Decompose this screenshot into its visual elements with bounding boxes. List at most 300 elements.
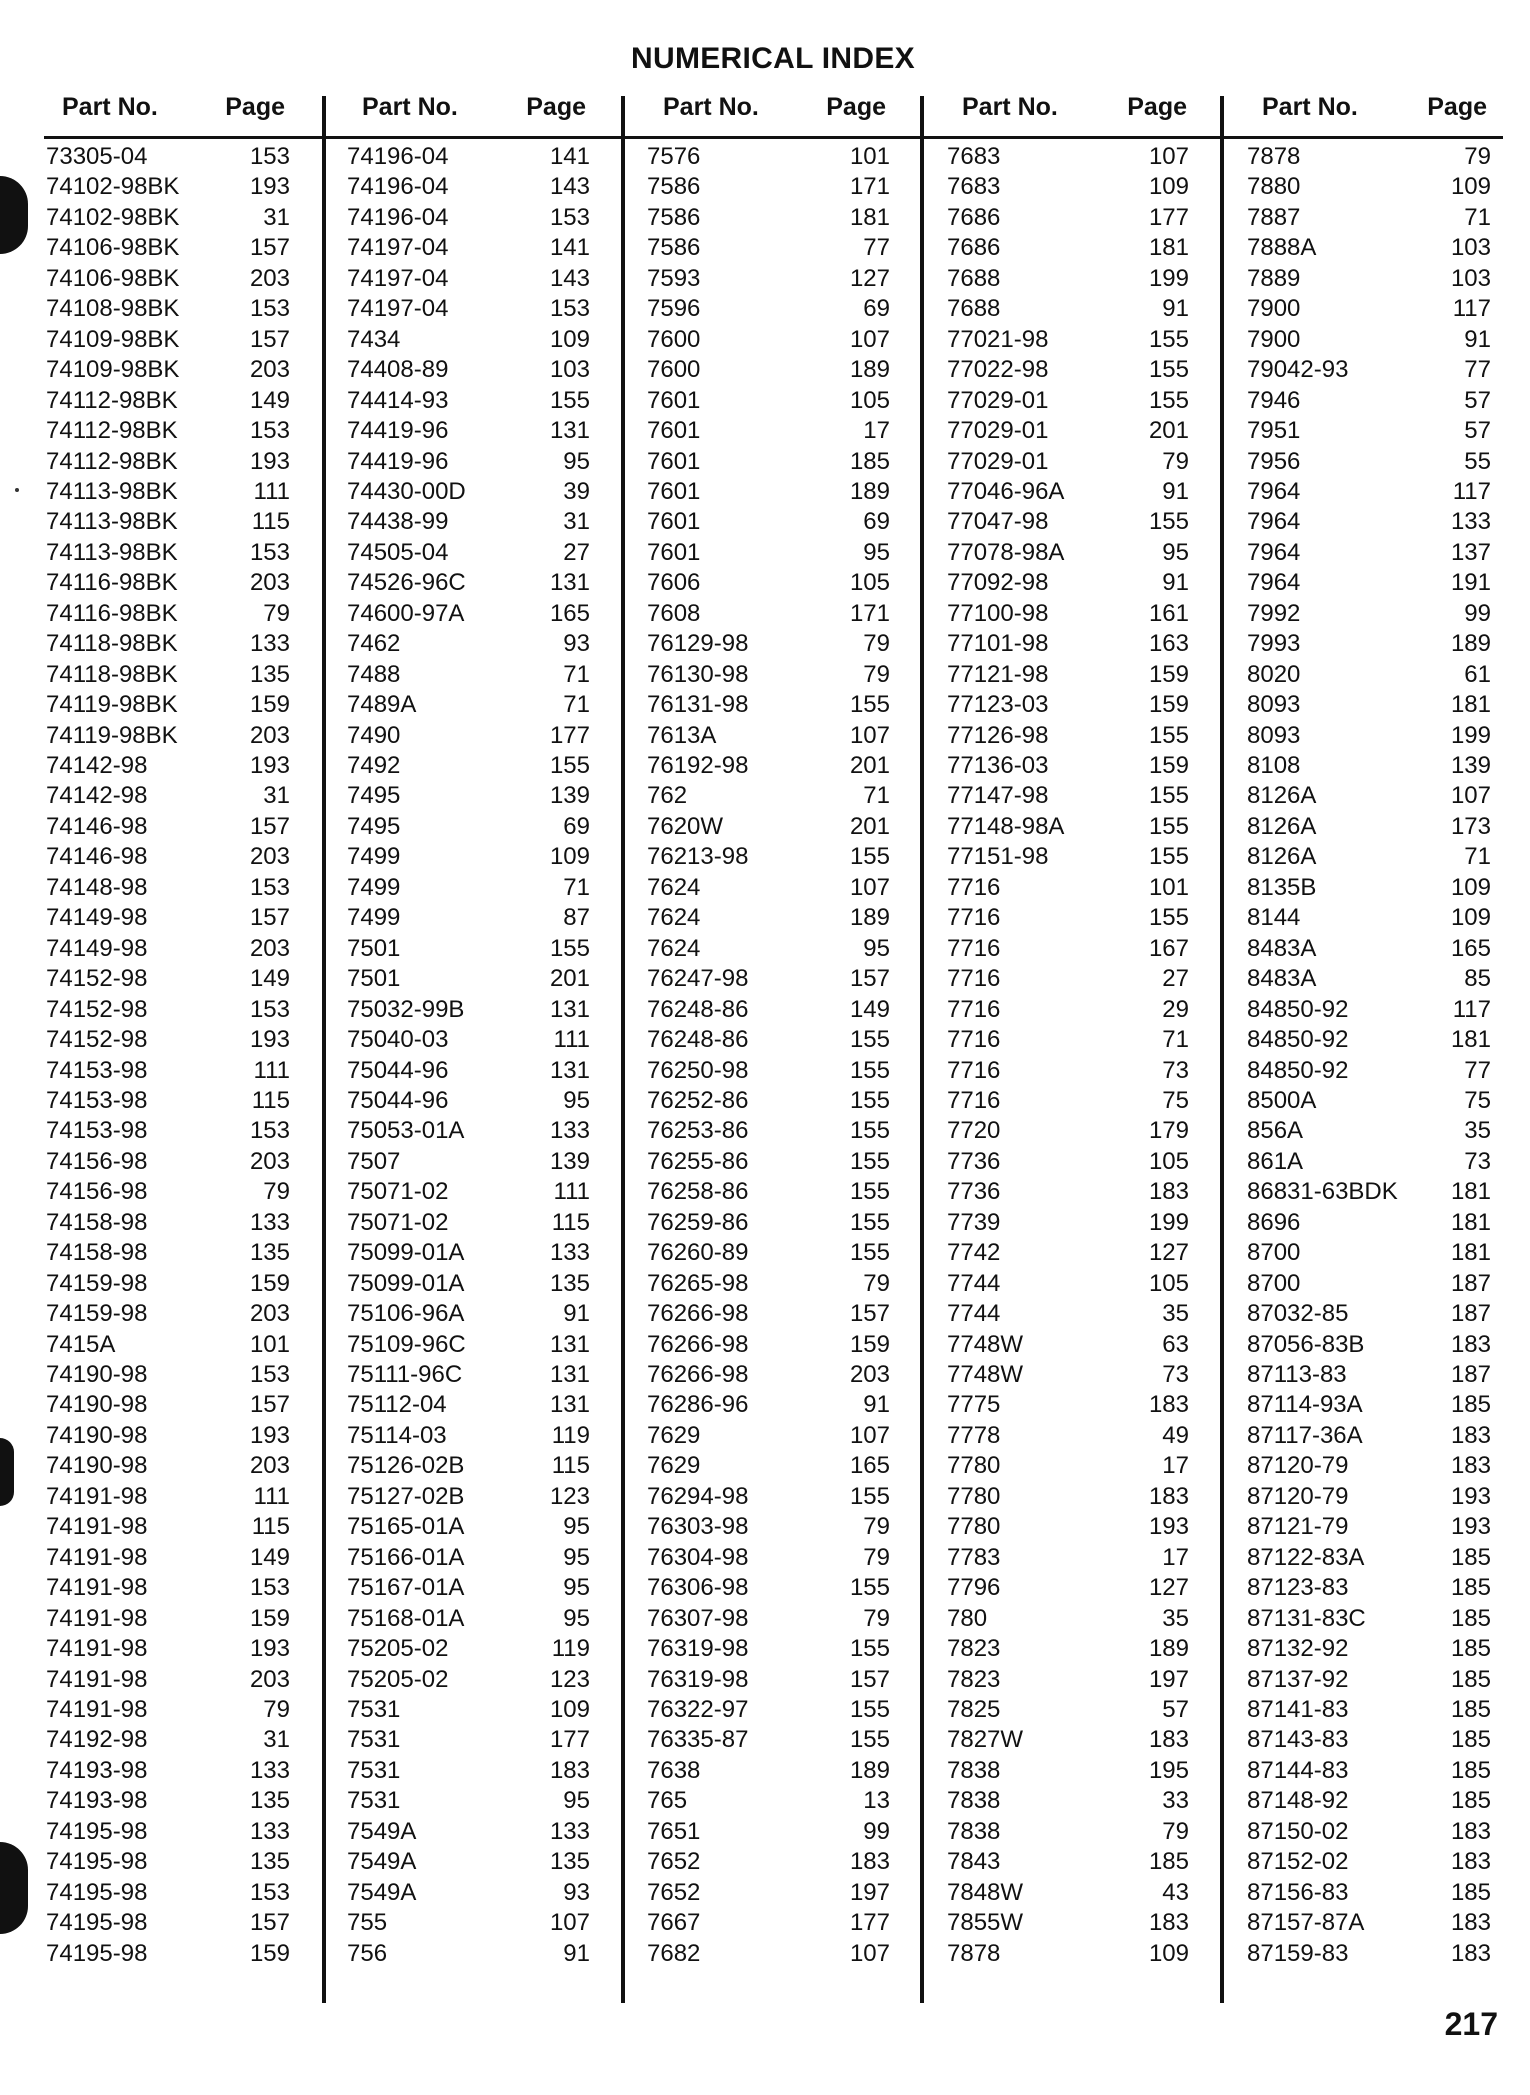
part-number: 7716 [947,996,1001,1023]
part-number: 74109-98BK [46,326,180,353]
part-number: 75106-96A [347,1300,465,1327]
page-ref: 199 [1148,265,1189,292]
part-number: 7992 [1247,600,1301,627]
binder-hole-bottom [0,1842,28,1934]
part-number: 7878 [947,1940,1001,1967]
page-ref: 109 [549,843,590,870]
part-number: 7964 [1247,569,1301,596]
part-number: 7652 [647,1848,701,1875]
page-ref: 203 [249,843,290,870]
page-ref: 135 [249,1239,290,1266]
part-number: 74156-98 [46,1178,148,1205]
page-ref: 31 [263,204,290,231]
part-number: 74116-98BK [46,600,178,627]
page-ref: 115 [251,508,290,535]
part-number: 7716 [947,904,1001,931]
part-number: 74109-98BK [46,356,180,383]
page-ref: 63 [1162,1331,1189,1358]
page-ref: 101 [249,1331,290,1358]
part-number: 74158-98 [46,1209,148,1236]
part-number: 87143-83 [1247,1726,1349,1753]
page-ref: 127 [1148,1239,1189,1266]
page-ref: 161 [1148,600,1189,627]
part-number: 8144 [1247,904,1301,931]
part-number: 7775 [947,1391,1001,1418]
page-ref: 35 [1162,1605,1189,1632]
page-ref: 75 [1464,1087,1491,1114]
page-ref: 109 [1148,1940,1189,1967]
part-number: 8700 [1247,1239,1301,1266]
page-ref: 171 [849,600,890,627]
part-number: 7796 [947,1574,1001,1601]
page-ref: 157 [249,234,290,261]
page-ref: 71 [1464,204,1491,231]
part-number: 7501 [347,935,401,962]
page-ref: 159 [249,691,290,718]
part-number: 74438-99 [347,508,449,535]
part-number: 75109-96C [347,1331,466,1358]
page-ref: 103 [1450,234,1491,261]
page-ref: 183 [1148,1726,1189,1753]
page-ref: 71 [563,874,590,901]
page-ref: 133 [549,1117,590,1144]
page-ref: 203 [249,356,290,383]
part-number: 74195-98 [46,1940,148,1967]
part-number: 7613A [647,722,717,749]
part-number: 76322-97 [647,1696,749,1723]
page-ref: 203 [249,722,290,749]
part-number: 76306-98 [647,1574,749,1601]
page-ref: 201 [1148,417,1189,444]
page-ref: 57 [1464,417,1491,444]
part-number: 75099-01A [347,1239,465,1266]
page-ref: 79 [863,1605,890,1632]
part-number: 7688 [947,265,1001,292]
part-number: 75040-03 [347,1026,449,1053]
part-number: 74118-98BK [46,661,178,688]
part-number: 7964 [1247,539,1301,566]
part-number: 7825 [947,1696,1001,1723]
page-ref: 203 [249,1148,290,1175]
page-ref: 153 [249,1574,290,1601]
page-ref: 183 [1450,1940,1491,1967]
page-ref: 115 [551,1209,590,1236]
part-number: 7688 [947,295,1001,322]
page-ref: 143 [549,265,590,292]
part-number: 7739 [947,1209,1001,1236]
page-ref: 155 [1148,782,1189,809]
page-ref: 179 [1148,1117,1189,1144]
part-number: 74191-98 [46,1574,148,1601]
binder-hole-top [0,176,28,254]
part-number: 7586 [647,204,701,231]
part-number: 77121-98 [947,661,1049,688]
part-number: 87157-87A [1247,1909,1365,1936]
part-number: 74191-98 [46,1605,148,1632]
part-number: 7964 [1247,508,1301,535]
page-ref: 155 [849,1483,890,1510]
part-number: 7596 [647,295,701,322]
page-ref: 109 [549,1696,590,1723]
part-number: 75112-04 [347,1391,447,1418]
page-ref: 159 [1148,691,1189,718]
part-number: 7748W [947,1361,1024,1388]
part-number: 7827W [947,1726,1024,1753]
binder-hole-middle [0,1438,14,1506]
page-ref: 193 [249,752,290,779]
page-ref: 105 [849,387,890,414]
part-number: 76319-98 [647,1666,749,1693]
page-ref: 187 [1450,1270,1491,1297]
header-rule [44,136,1503,139]
part-number: 74113-98BK [46,478,178,505]
part-number: 74196-04 [347,204,449,231]
part-number: 76307-98 [647,1605,749,1632]
part-number: 87152-02 [1247,1848,1349,1875]
part-number: 87156-83 [1247,1879,1349,1906]
page-ref: 197 [849,1879,890,1906]
part-number: 74419-96 [347,448,449,475]
page-ref: 181 [1148,234,1189,261]
part-number: 7744 [947,1270,1001,1297]
part-number: 7878 [1247,143,1301,170]
page-ref: 91 [1162,478,1189,505]
page-ref: 155 [849,1026,890,1053]
page-ref: 149 [249,387,290,414]
part-number: 7964 [1247,478,1301,505]
page-ref: 159 [249,1940,290,1967]
part-number: 7843 [947,1848,1001,1875]
part-number: 8483A [1247,965,1317,992]
page-ref: 17 [1162,1452,1189,1479]
page-ref: 127 [849,265,890,292]
part-number: 7600 [647,356,701,383]
part-number: 76286-96 [647,1391,749,1418]
part-number: 87032-85 [1247,1300,1349,1327]
page-ref: 155 [849,1117,890,1144]
part-number: 74197-04 [347,234,449,261]
part-number: 75099-01A [347,1270,465,1297]
page-ref: 155 [849,1057,890,1084]
page-ref: 183 [1148,1909,1189,1936]
page-ref: 123 [549,1666,590,1693]
page-ref: 107 [849,874,890,901]
page-ref: 187 [1450,1300,1491,1327]
part-number: 7716 [947,1087,1001,1114]
part-number: 8700 [1247,1270,1301,1297]
part-number: 76255-86 [647,1148,749,1175]
part-number: 74153-98 [46,1117,148,1144]
page-ref: 153 [549,204,590,231]
part-number: 75053-01A [347,1117,465,1144]
page-ref: 71 [1162,1026,1189,1053]
part-number: 7686 [947,204,1001,231]
page-ref: 79 [263,1696,290,1723]
page-ref: 185 [1450,1666,1491,1693]
page-ref: 77 [863,234,890,261]
part-number: 74190-98 [46,1361,148,1388]
page-ref: 143 [549,173,590,200]
page-ref: 193 [249,173,290,200]
page-ref: 185 [1450,1696,1491,1723]
page-ref: 49 [1162,1422,1189,1449]
part-number: 7593 [647,265,701,292]
part-number: 74152-98 [46,996,148,1023]
part-number: 74193-98 [46,1757,148,1784]
part-number: 7888A [1247,234,1317,261]
page-ref: 183 [1450,1331,1491,1358]
page-ref: 119 [551,1422,590,1449]
part-number: 7549A [347,1879,417,1906]
page-ref: 183 [1148,1391,1189,1418]
page-ref: 31 [263,1726,290,1753]
page-ref: 95 [563,1787,590,1814]
part-number: 7736 [947,1148,1001,1175]
part-number: 8135B [1247,874,1317,901]
part-number: 7780 [947,1483,1001,1510]
page-ref: 203 [849,1361,890,1388]
page-ref: 95 [563,1544,590,1571]
page-ref: 153 [249,295,290,322]
part-number: 74191-98 [46,1696,148,1723]
part-number: 7624 [647,874,701,901]
part-number: 75126-02B [347,1452,465,1479]
page-ref: 185 [1450,1879,1491,1906]
part-number: 7638 [647,1757,701,1784]
page-ref: 135 [249,1848,290,1875]
page-ref: 107 [849,1422,890,1449]
page-ref: 105 [1148,1148,1189,1175]
page-ref: 157 [849,1666,890,1693]
page-ref: 109 [1450,173,1491,200]
page-ref: 155 [849,1696,890,1723]
page-ref: 105 [1148,1270,1189,1297]
part-number: 76192-98 [647,752,749,779]
page-ref: 155 [549,935,590,962]
part-number: 74146-98 [46,813,148,840]
page-ref: 35 [1162,1300,1189,1327]
part-number: 7501 [347,965,401,992]
page-ref: 79 [1162,1818,1189,1845]
part-number: 76319-98 [647,1635,749,1662]
part-number: 7620W [647,813,724,840]
page-ref: 79 [263,1178,290,1205]
page-ref: 131 [549,569,590,596]
page-ref: 57 [1162,1696,1189,1723]
page-ref: 153 [249,996,290,1023]
part-number: 7499 [347,843,401,870]
part-number: 7838 [947,1818,1001,1845]
page-ref: 193 [1450,1513,1491,1540]
part-number: 74195-98 [46,1879,148,1906]
page-ref: 149 [849,996,890,1023]
page-ref: 133 [1450,508,1491,535]
page-ref: 133 [549,1818,590,1845]
part-number: 77123-03 [947,691,1049,718]
page-ref: 17 [1162,1544,1189,1571]
part-number: 77092-98 [947,569,1049,596]
page-ref: 183 [1450,1909,1491,1936]
page-ref: 131 [549,1391,590,1418]
part-number: 861A [1247,1148,1304,1175]
page-ref: 183 [1450,1848,1491,1875]
part-number: 7576 [647,143,701,170]
part-number: 8696 [1247,1209,1301,1236]
part-number: 77021-98 [947,326,1049,353]
part-number: 7667 [647,1909,701,1936]
page-ref: 155 [849,843,890,870]
part-number: 76265-98 [647,1270,749,1297]
page-ref: 201 [549,965,590,992]
page-ref: 153 [249,1879,290,1906]
header-part-no: Part No. [962,93,1058,121]
part-number: 7531 [347,1787,401,1814]
page-ref: 109 [549,326,590,353]
page-ref: 55 [1464,448,1491,475]
page-ref: 115 [251,1087,290,1114]
part-number: 7736 [947,1178,1001,1205]
header-page: Page [826,93,886,121]
part-number: 76266-98 [647,1331,749,1358]
part-number: 77047-98 [947,508,1049,535]
part-number: 76250-98 [647,1057,749,1084]
part-number: 7900 [1247,326,1301,353]
part-number: 74152-98 [46,1026,148,1053]
part-number: 76247-98 [647,965,749,992]
part-number: 75032-99B [347,996,465,1023]
page-ref: 107 [849,326,890,353]
part-number: 77126-98 [947,722,1049,749]
part-number: 77151-98 [947,843,1049,870]
page-ref: 85 [1464,965,1491,992]
page-ref: 39 [563,478,590,505]
page-ref: 155 [849,1148,890,1175]
part-number: 7683 [947,173,1001,200]
part-number: 7549A [347,1818,417,1845]
part-number: 75071-02 [347,1209,449,1236]
part-number: 74116-98BK [46,569,178,596]
part-number: 780 [947,1605,988,1632]
part-number: 74152-98 [46,965,148,992]
part-number: 7434 [347,326,401,353]
header-part-no: Part No. [362,93,458,121]
page-ref: 111 [253,478,290,505]
page-ref: 153 [249,1361,290,1388]
page-ref: 69 [863,508,890,535]
part-number: 76304-98 [647,1544,749,1571]
part-number: 7499 [347,874,401,901]
part-number: 76129-98 [647,630,749,657]
part-number: 7601 [647,387,701,414]
part-number: 74190-98 [46,1452,148,1479]
part-number: 74192-98 [46,1726,148,1753]
page-ref: 73 [1162,1361,1189,1388]
page-ref: 155 [849,691,890,718]
part-number: 87150-02 [1247,1818,1349,1845]
part-number: 74112-98BK [46,448,178,475]
scan-speck [15,488,19,492]
part-number: 76213-98 [647,843,749,870]
page-ref: 159 [1148,752,1189,779]
part-number: 75127-02B [347,1483,465,1510]
part-number: 74106-98BK [46,234,180,261]
page-ref: 91 [563,1300,590,1327]
part-number: 87137-92 [1247,1666,1349,1693]
page-ref: 149 [249,1544,290,1571]
page-ref: 155 [849,1209,890,1236]
part-number: 76248-86 [647,996,749,1023]
page-ref: 193 [249,1422,290,1449]
page-ref: 171 [849,173,890,200]
page-ref: 95 [1162,539,1189,566]
part-number: 74146-98 [46,843,148,870]
page-ref: 95 [563,1605,590,1632]
page-ref: 153 [249,874,290,901]
page-ref: 95 [563,1087,590,1114]
page-ref: 107 [849,1940,890,1967]
part-number: 7683 [947,143,1001,170]
part-number: 74197-04 [347,265,449,292]
part-number: 74112-98BK [46,387,178,414]
page-ref: 95 [563,448,590,475]
page-ref: 149 [249,965,290,992]
page-ref: 69 [863,295,890,322]
page-ref: 79 [863,1513,890,1540]
page-ref: 109 [1450,904,1491,931]
part-number: 7601 [647,508,701,535]
part-number: 765 [647,1787,688,1814]
page-ref: 189 [1450,630,1491,657]
part-number: 7889 [1247,265,1301,292]
part-number: 7629 [647,1422,701,1449]
part-number: 77148-98A [947,813,1065,840]
page-ref: 133 [249,1209,290,1236]
part-number: 74149-98 [46,935,148,962]
page-ref: 167 [1148,935,1189,962]
part-number: 7887 [1247,204,1301,231]
part-number: 84850-92 [1247,1057,1349,1084]
page-ref: 135 [549,1848,590,1875]
part-number: 79042-93 [1247,356,1349,383]
part-number: 77029-01 [947,387,1049,414]
part-number: 74153-98 [46,1087,148,1114]
part-number: 74190-98 [46,1391,148,1418]
page-ref: 109 [1450,874,1491,901]
page-ref: 177 [1148,204,1189,231]
part-number: 76253-86 [647,1117,749,1144]
page-ref: 173 [1450,813,1491,840]
page-ref: 155 [849,1087,890,1114]
page-ref: 117 [1452,478,1491,505]
part-number: 74526-96C [347,569,466,596]
page-ref: 163 [1148,630,1189,657]
column-divider [322,96,326,2003]
part-number: 86831-63BDK [1247,1178,1398,1205]
page-ref: 131 [549,1057,590,1084]
page-ref: 99 [863,1818,890,1845]
page-ref: 13 [863,1787,890,1814]
page-ref: 115 [551,1452,590,1479]
part-number: 8093 [1247,691,1301,718]
page-ref: 155 [1148,387,1189,414]
page-ref: 131 [549,996,590,1023]
part-number: 74108-98BK [46,295,180,322]
page-ref: 139 [549,1148,590,1175]
page-ref: 135 [249,661,290,688]
page-ref: 91 [1162,569,1189,596]
page-ref: 185 [1148,1848,1189,1875]
part-number: 7601 [647,448,701,475]
